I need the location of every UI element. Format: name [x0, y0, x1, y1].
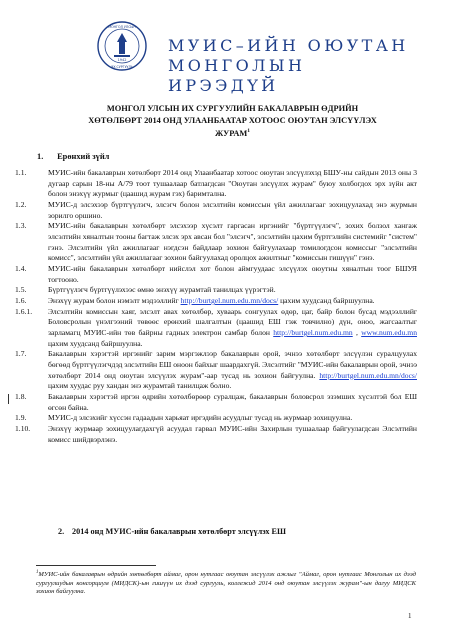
- list-item: [15, 424, 417, 445]
- docs-link[interactable]: http://burtgel.num.edu.mn/docs/: [180, 296, 279, 306]
- item-text-part: Бакалаврын хэрэгтэй иргэнийг зарим мэргэжлээр бакалаврын орой, эчнээ хөтөлбөрт элсүүлэн суралцуулах бөгөөд бүртгүүлэгчдэд элсэлтийн ЕШ оноон байхыг шаардахгүй. Элсэлтийг "МУИС-ийн бакалаврын орой, эчнээ хөтөлбөрт 2014 онд оюутан элсүүлэх журам"-аар тусад нь зохион байгуулна.: [48, 349, 417, 380]
- item-number: 1.2.: [15, 199, 27, 209]
- document-title: [60, 103, 405, 139]
- item-text: [48, 307, 417, 349]
- list-item: [15, 392, 417, 413]
- num-site-link[interactable]: www.num.edu.mn: [361, 328, 417, 338]
- item-text: МУИС-ийн бакалаврын хөтөлбөрт 2014 онд Улаанбаатар хотоос оюутан элсүүлэхэд БШУ-ны сайдын 2013 оны 3 дугаар сарын 18-ны А/79 тоот тушаалаар батлагдсан "Оюутан элсүүлэх журам" буюу холбогдох эрх зүйн акт болон энэхүү журмыг (цаашид журам гэх) баримтална.: [48, 168, 417, 199]
- title-line3: ЖУРАМ: [214, 128, 248, 138]
- list-item: [15, 307, 417, 349]
- item-text: МУИС-д элсэхийг хүссэн гадаадын харьяат иргэдийн асуудлыг тусад нь журмаар зохицуулна.: [48, 413, 353, 423]
- item-number: 1.7.: [15, 349, 27, 359]
- item-text: [48, 349, 417, 391]
- list-item: [15, 296, 417, 307]
- brand-line2: МОНГОЛЫН ИРЭЭДҮЙ: [168, 56, 306, 95]
- item-number: 1.1.: [15, 168, 27, 177]
- change-bar: [8, 394, 9, 404]
- list-item: [15, 285, 417, 296]
- footnote-mark: 1: [36, 570, 39, 575]
- page-number: 1: [408, 612, 412, 620]
- item-text: Энэхүү журмаар зохицуулагдахгүй асуудал гарвал МУИС-ийн Захирлын тушаалаар байгуулагдсан Элсэлтийн комисс шийдвэрлэнэ.: [48, 424, 417, 444]
- section1-number: 1.: [37, 152, 44, 161]
- item-text-part: цахим хуудсанд байршуулна.: [278, 296, 375, 306]
- item-number: 1.8.: [15, 391, 27, 401]
- footnote-text: МУИС-ийн бакалаврын өдрийн хөтөлбөрт аймаг, орон нутгаас оюутан элсүүлэх ажлыг "Аймаг, орон нутгаас Монголын их дээд сургуулиудын консорциум (МИДСК)-ын гишүүн их дээд сургууль, коллежид 2014 онд оюутан элсүүлэх журам"-ын дагуу МИДСК зохион байгуулна.: [36, 571, 416, 596]
- svg-text:1942: 1942: [117, 58, 127, 62]
- item-number: 1.3.: [15, 221, 27, 231]
- item-text-part: ,: [352, 328, 362, 338]
- item-number: 1.4.: [15, 263, 27, 273]
- list-item: [15, 168, 417, 200]
- item-number: 1.6.1.: [15, 306, 33, 316]
- footnote: [36, 569, 416, 597]
- section1-heading: [37, 152, 109, 161]
- title-footnote-mark[interactable]: 1: [247, 128, 251, 134]
- svg-text:МОНГОЛ УЛСЫН: МОНГОЛ УЛСЫН: [108, 25, 136, 29]
- item-number: 1.9.: [15, 413, 27, 423]
- section2-number: 2.: [58, 527, 65, 536]
- item-text: Бүртгүүлэгч бүртгүүлэхээс өмнө энэхүү журамтай танилцах үүрэгтэй.: [48, 285, 276, 295]
- university-seal-logo: [96, 20, 148, 72]
- footnote-separator: [36, 565, 156, 566]
- item-text: [48, 296, 417, 307]
- svg-text:ИХ СУРГУУЛЬ: ИХ СУРГУУЛЬ: [110, 65, 134, 69]
- list-item: [15, 349, 417, 391]
- list-item: [15, 264, 417, 285]
- item-text-part: Энэхүү журам болон нэмэлт мэдээллийг: [48, 296, 181, 306]
- item-number: 1.10.: [15, 424, 31, 434]
- brand-line1: МУИС–ИЙН ОЮУТАН: [168, 36, 409, 55]
- list-item: [15, 221, 417, 263]
- title-line1: МОНГОЛ УЛСЫН ИХ СУРГУУЛИЙН БАКАЛАВРЫН ӨДРИЙН: [106, 104, 359, 113]
- item-text-part: Элсэлтийн комиссын хаяг, элсэлт авах хөтөлбөр, хуваарь сонгуулах өдөр, цаг, байр болон бусад мэдээллийг Боловсролын үнэлгээний төвөөс ерөнхий шалгалтын (цаашид ЕШ гэж товчилно) дүн, оноо, жагсаалтыг зарламагц МУИС-ийн төв байрны гадных электрон самбар болон: [48, 306, 417, 338]
- section2-title: 2014 онд МУИС-ийн бакалаврын хөтөлбөрт элсүүлэх ЕШ: [72, 527, 286, 536]
- items-list: [15, 168, 417, 446]
- item-number: 1.5.: [15, 285, 27, 295]
- section2-heading: [58, 527, 286, 536]
- item-text-part: цахим хуудсанд байршуулна.: [48, 338, 143, 348]
- item-text: МУИС-ийн бакалаврын хөтөлбөрт нийслэл хот болон аймгуудаас элсүүлэх оюутны хяналтын тоог БШУЯ тогтооно.: [48, 263, 417, 284]
- item-text: МУИС-д элсэхээр бүртгүүлэгч, элсэгч болон элсэлтийн комиссын үйл ажиллагааг зохицуулахад энэ журмын зорилго оршино.: [48, 199, 417, 220]
- item-text-part: цахим хуудас руу хандан энэ журамтай танилцаж болно.: [48, 381, 232, 391]
- docs-link[interactable]: http://burtgel.num.edu.mn/docs/: [319, 370, 417, 380]
- item-text: Бакалаврын хэрэгтэй иргэн өдрийн хөтөлбөрөөр суралцаж, бакалаврын боловсрол эзэмших хүсэлтэй бол ЕШ өгсөн байна.: [48, 391, 417, 412]
- brand-header: [168, 36, 418, 96]
- list-item: [15, 200, 417, 221]
- section1-title: Ерөнхий зүйл: [57, 152, 110, 161]
- item-text: МУИС-ийн бакалаврын хөтөлбөрт элсэхээр хүсэлт гаргасан иргэнийг "бүртгүүлэгч", зохих болзол хангаж элсэлтийн хяналтын тооны багтаж элсэх эрх авсан бол "элсэгч", элсэлтийн цахим бүртгэлийн системийг "систем" гэнэ. Элсэлтийн үйл ажиллагааг нэгдсэн байдлаар зохион байгуулахаар томилогдсон комиссыг "элсэлтийн комисс", элсэлтийн үйл ажиллагааг зохион байгуулахад оролцох ажилтныг "комиссын гишүүн" гэнэ.: [48, 221, 417, 263]
- item-number: 1.6.: [15, 296, 27, 306]
- list-item: [15, 413, 417, 424]
- burtgel-link[interactable]: http://burtgel.num.edu.mn: [273, 328, 353, 338]
- title-line2: ХӨТӨЛБӨРТ 2014 ОНД УЛААНБААТАР ХОТООС ОЮУТАН ЭЛСҮҮЛЭХ: [88, 115, 377, 125]
